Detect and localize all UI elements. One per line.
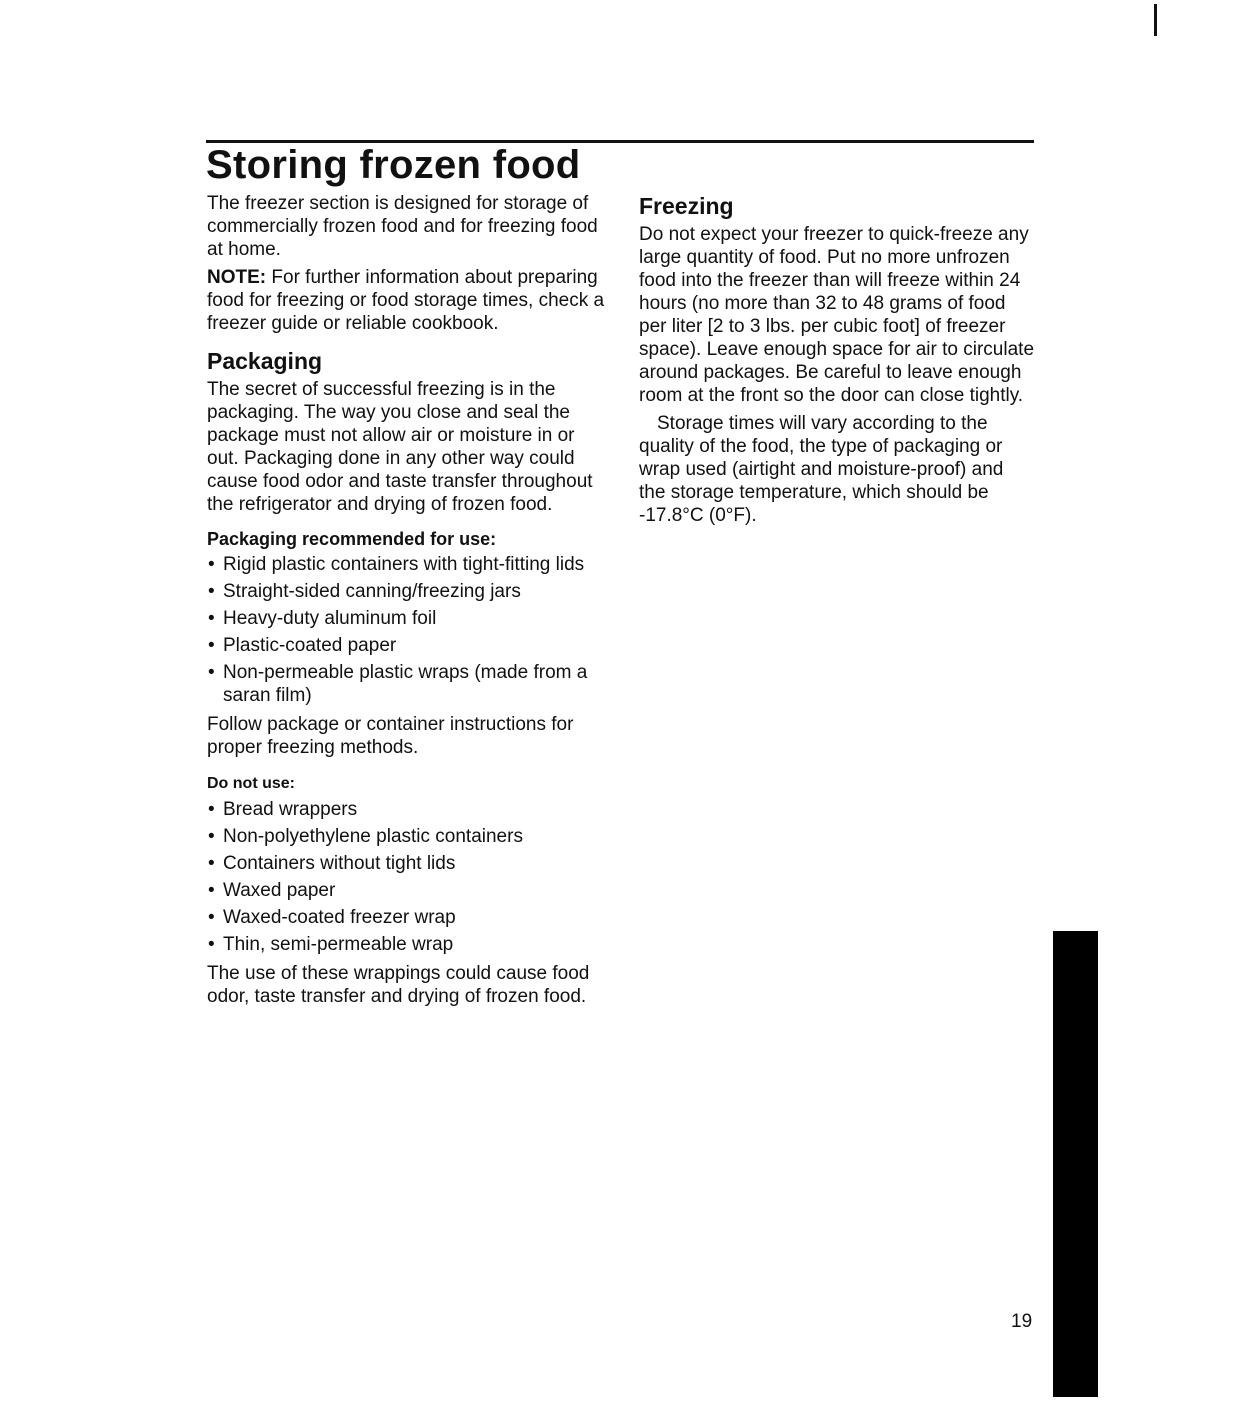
donot-heading: Do not use: (207, 775, 295, 792)
note-label: NOTE: (207, 267, 267, 288)
right-column (639, 192, 1034, 532)
packaging-paragraph: The secret of successful freezing is in the packaging. The way you close and seal the package must not allow air or moisture in or out. Packaging done in any other way could cause food odor and taste transfer throughout the refrigerator and drying of frozen food. (207, 379, 593, 515)
section-thumb-tab (1053, 931, 1098, 1397)
freezing-heading: Freezing (639, 193, 734, 219)
list-item: • Heavy-duty aluminum foil (207, 607, 607, 630)
donot-list (207, 798, 607, 956)
top-margin-mark (1154, 4, 1157, 36)
closing-paragraph: The use of these wrappings could cause food odor, taste transfer and drying of frozen food. (207, 963, 590, 1007)
note-text: For further information about preparing food for freezing or food storage times, check a freezer guide or reliable cookbook. (207, 267, 605, 334)
packaging-heading: Packaging (207, 348, 323, 374)
left-column (207, 192, 607, 1013)
list-item: • Non-polyethylene plastic containers (207, 825, 607, 848)
list-item: • Bread wrappers (207, 798, 607, 821)
freezing-paragraph-1: Do not expect your freezer to quick-freeze any large quantity of food. Put no more unfrozen food into the freezer than will freeze within 24 hours (no more than 32 to 48 grams of food per liter [2 to 3 lbs. per cubic foot] of freezer space). Leave enough space for air to circulate around packages. Be careful to leave enough room at the front so the door can close tightly. (639, 224, 1035, 406)
list-item: • Straight-sided canning/freezing jars (207, 580, 607, 603)
list-item: • Containers without tight lids (207, 852, 607, 875)
list-item: • Non-permeable plastic wraps (made from a saran film) (207, 661, 607, 707)
recommended-heading: Packaging recommended for use: (207, 529, 497, 549)
follow-paragraph: Follow package or container instructions for proper freezing methods. (207, 714, 574, 758)
note-paragraph (207, 266, 607, 335)
list-item: • Waxed paper (207, 879, 607, 902)
page-title: Storing frozen food (206, 143, 581, 187)
list-item: • Plastic-coated paper (207, 634, 607, 657)
page-number: 19 (1011, 1311, 1033, 1332)
list-item: • Thin, semi-permeable wrap (207, 933, 607, 956)
freezing-paragraph-2: Storage times will vary according to the quality of the food, the type of packaging or wrap used (airtight and moisture-proof) and the storage temperature, which should be -17.8°C (0°F). (639, 413, 1004, 526)
list-item: • Rigid plastic containers with tight-fitting lids (207, 553, 607, 576)
list-item: • Waxed-coated freezer wrap (207, 906, 607, 929)
intro-paragraph: The freezer section is designed for storage of commercially frozen food and for freezing food at home. (207, 193, 598, 260)
recommended-list (207, 553, 607, 707)
